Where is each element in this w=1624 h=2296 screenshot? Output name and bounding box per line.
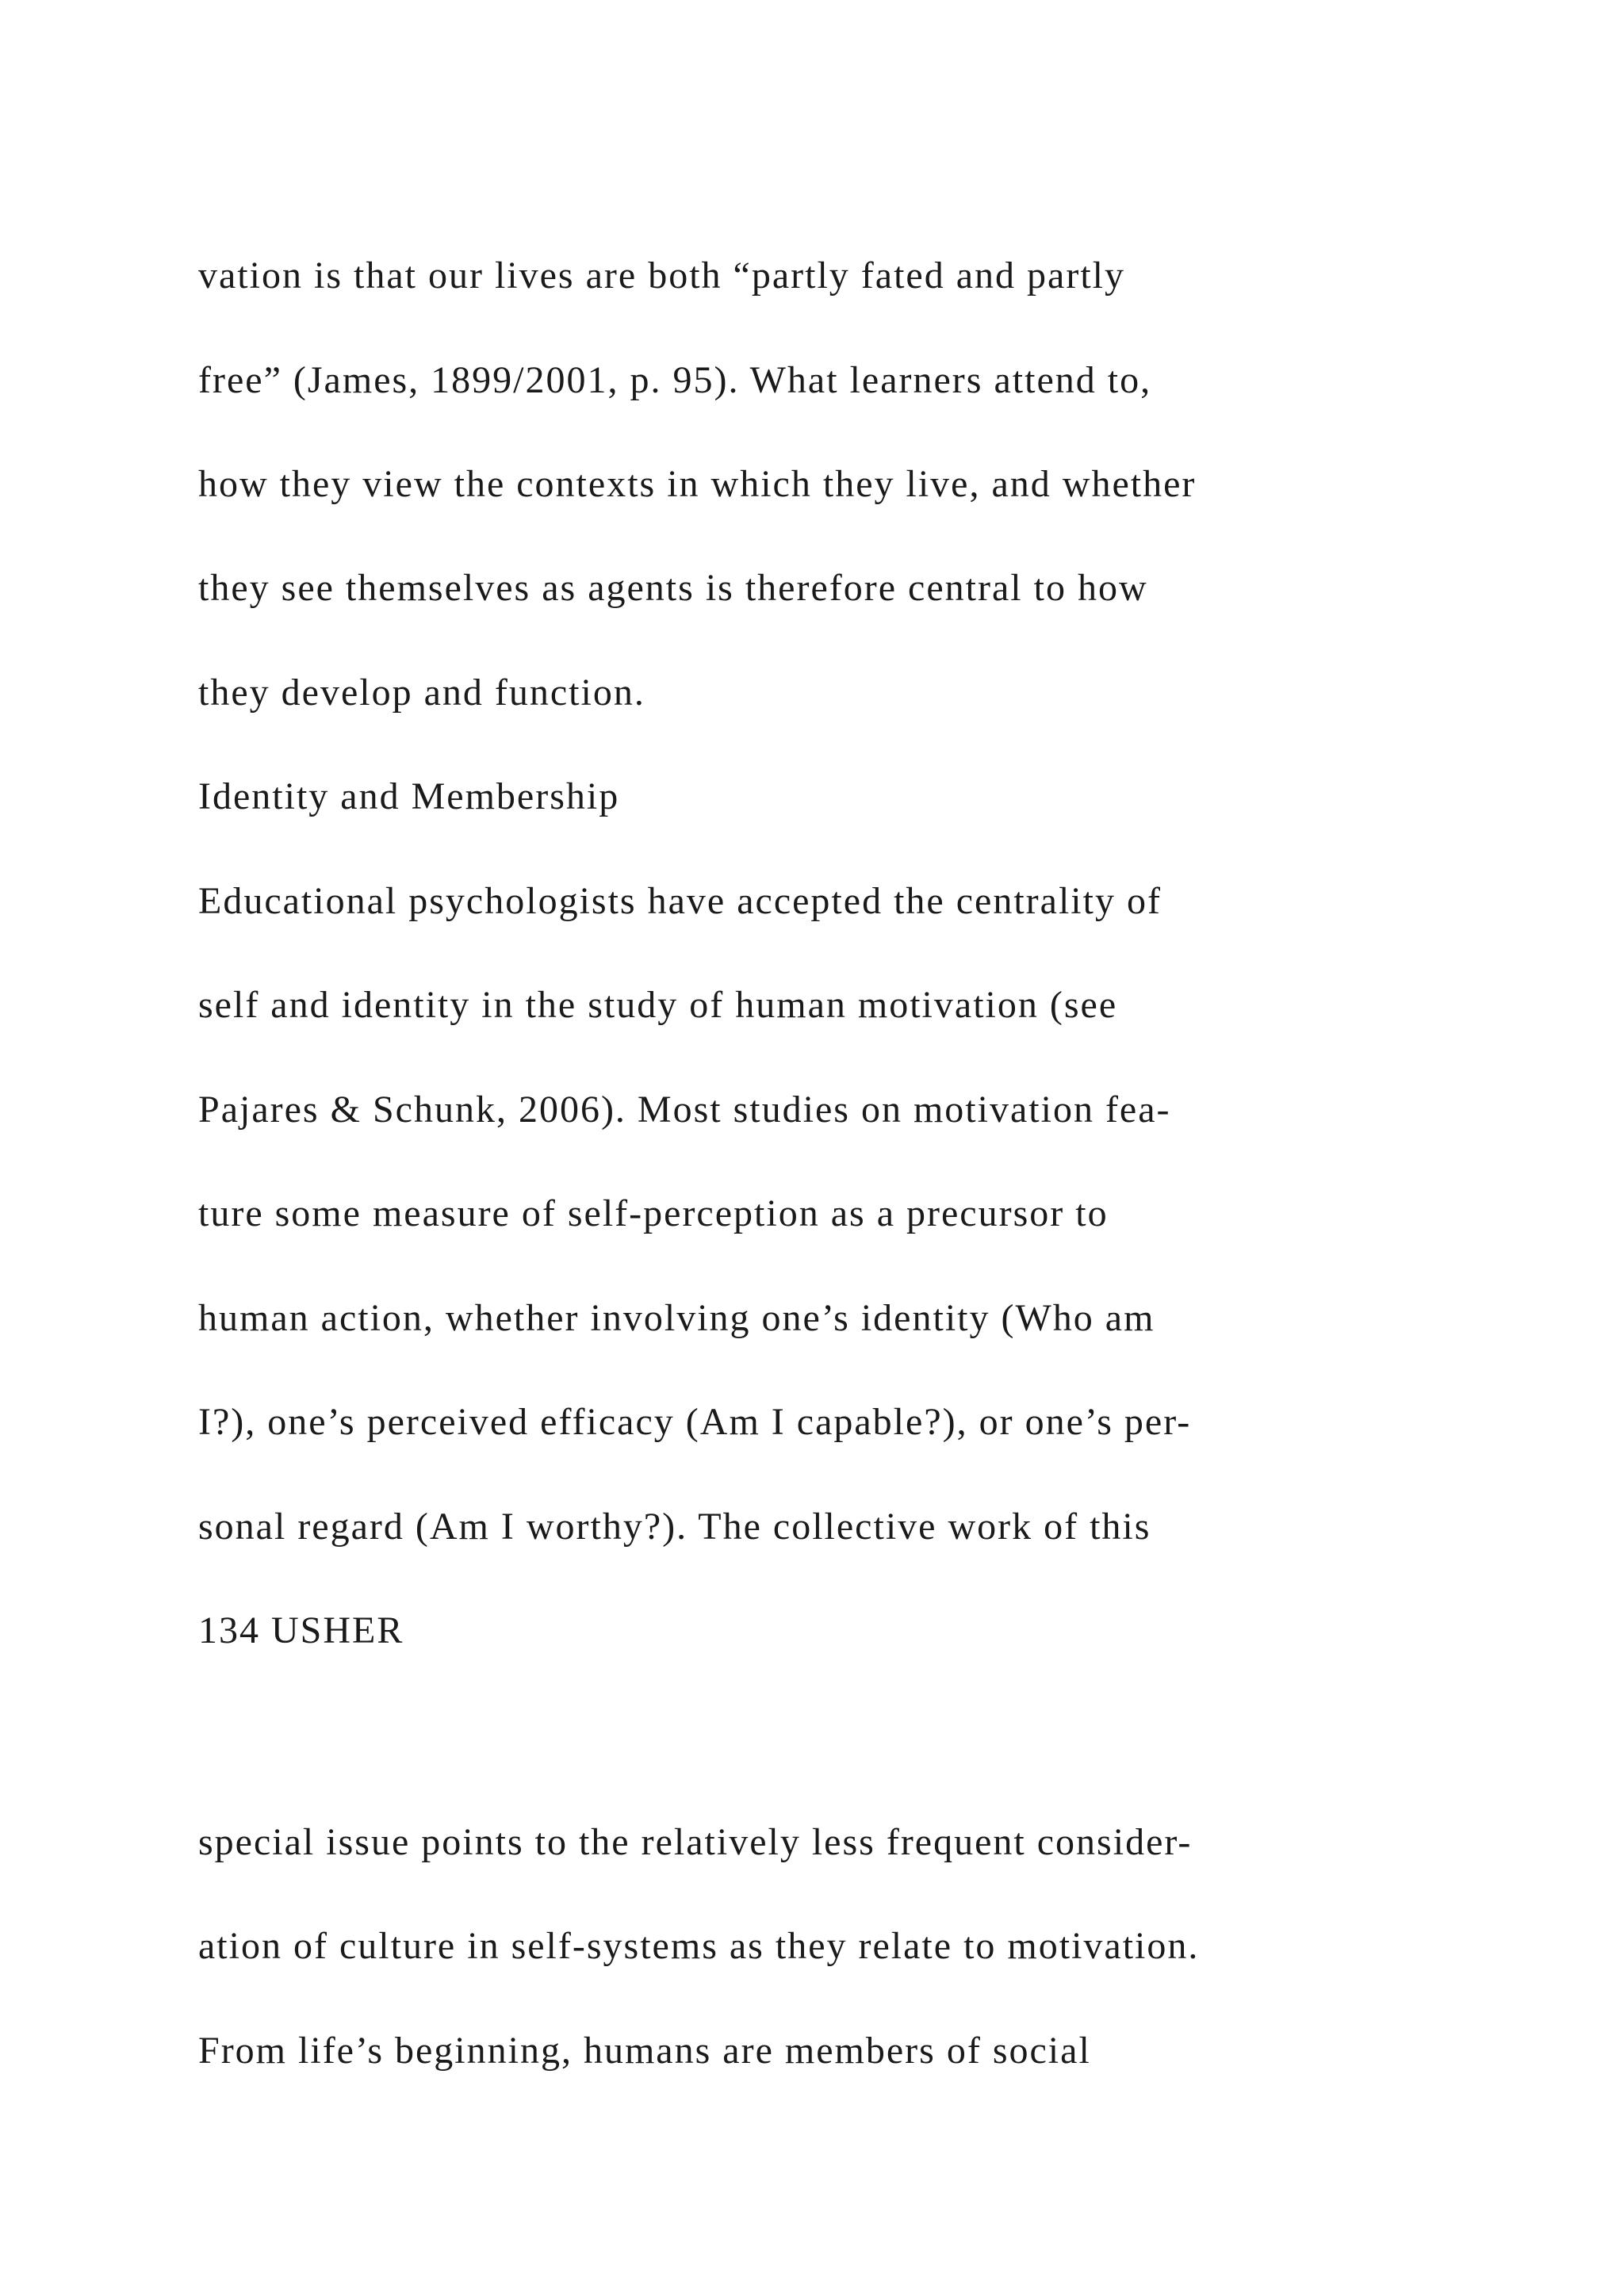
paragraph-line: they see themselves as agents is therefore central to how — [198, 567, 1148, 609]
paragraph-line: Pajares & Schunk, 2006). Most studies on motivation fea- — [198, 1089, 1171, 1131]
paragraph-line: self and identity in the study of human motivation (see — [198, 984, 1118, 1026]
paragraph-line: ation of culture in self-systems as they relate to motivation. — [198, 1925, 1200, 1967]
section-heading: Identity and Membership — [198, 775, 620, 817]
paragraph-line: they develop and function. — [198, 672, 645, 714]
paragraph-line: I?), one’s perceived efficacy (Am I capable?), or one’s per- — [198, 1401, 1192, 1443]
paragraph-line: Educational psychologists have accepted the centrality of — [198, 880, 1162, 922]
paragraph-line: human action, whether involving one’s identity (Who am — [198, 1297, 1155, 1339]
paragraph-line: special issue points to the relatively less frequent consider- — [198, 1821, 1193, 1863]
paragraph-line: how they view the contexts in which they live, and whether — [198, 463, 1197, 505]
page-footer: 134 USHER — [198, 1609, 404, 1651]
paragraph-line: From life’s beginning, humans are members of social — [198, 2030, 1091, 2072]
paragraph-line: vation is that our lives are both “partly fated and partly — [198, 254, 1125, 297]
paragraph-line: ture some measure of self-perception as a precursor to — [198, 1192, 1109, 1234]
paragraph-line: sonal regard (Am I worthy?). The collective work of this — [198, 1506, 1151, 1548]
paragraph-line: free” (James, 1899/2001, p. 95). What learners attend to, — [198, 359, 1152, 401]
